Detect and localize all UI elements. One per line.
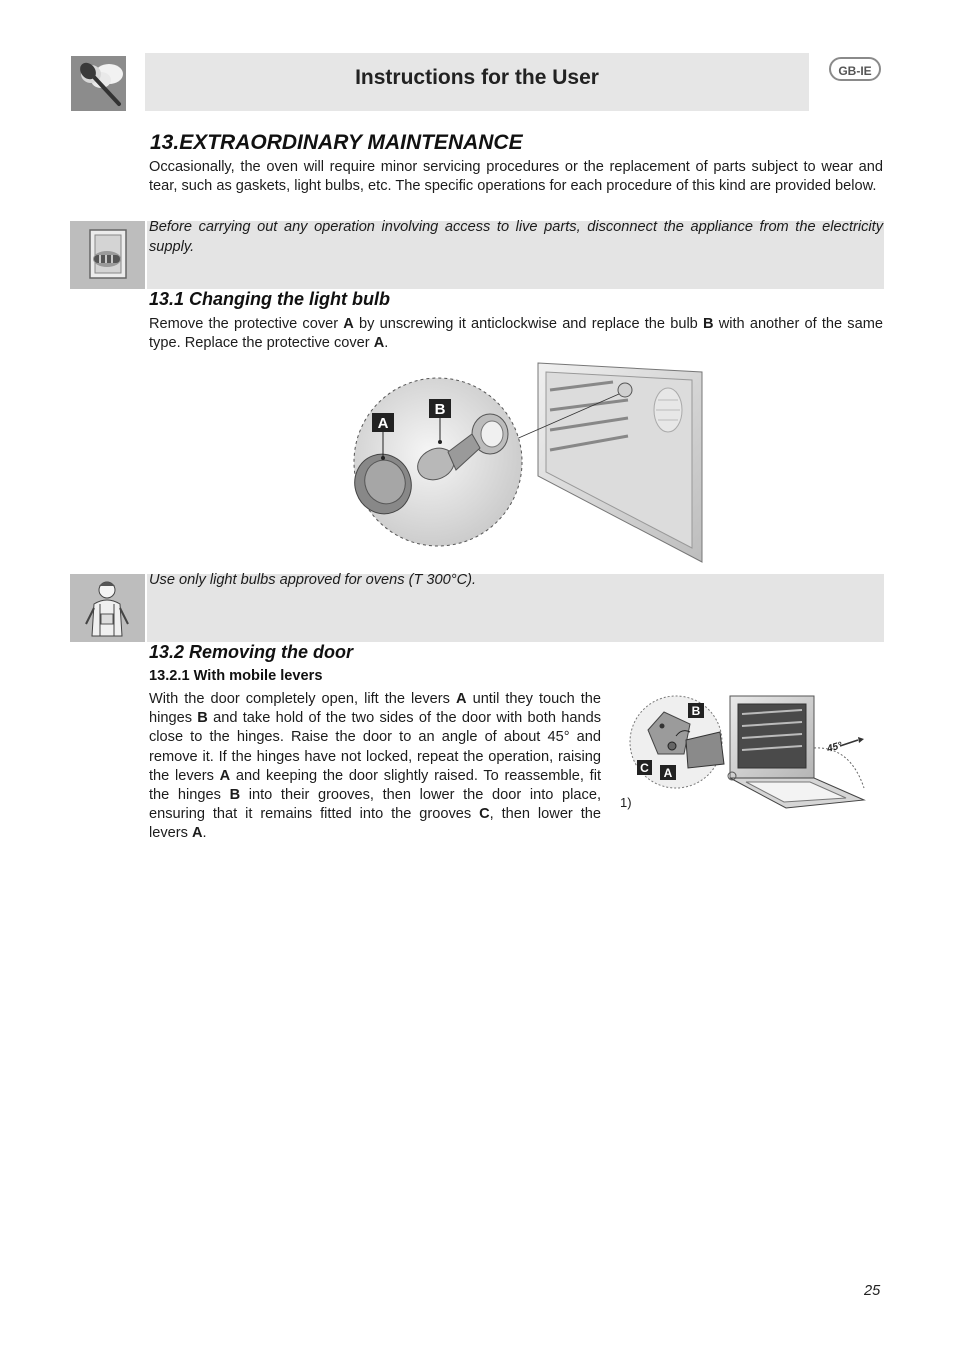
section-title: 13.EXTRAORDINARY MAINTENANCE (150, 131, 523, 154)
text-span: and keeping the door slightly raised. To reassemble, fit the hinges (149, 767, 602, 804)
light-bulb-paragraph (149, 315, 883, 353)
part-label-ref: B (229, 787, 241, 804)
label-b-ref: B (702, 316, 714, 332)
text-span: by unscrewing it anticlockwise and replace the bulb (353, 316, 703, 332)
chef-spoon-icon (71, 56, 126, 111)
part-label-ref: A (191, 825, 203, 842)
text-span: . (384, 335, 389, 352)
intro-paragraph: Occasionally, the oven will require minor servicing procedures or the replacement of parts subject to wear and tear, such as gaskets, light bulbs, etc. The specific operations for each procedure of this kind are provided below. (149, 159, 883, 195)
part-label-ref: B (197, 710, 208, 727)
bulb-note-text: Use only light bulbs approved for ovens (T 300°C). (149, 572, 477, 588)
page-number: 25 (864, 1283, 881, 1299)
text-span: With the door completely open, lift the levers (149, 691, 456, 707)
warning-note-text: Before carrying out any operation involving access to live parts, disconnect the appliance from the electricity supply. (149, 219, 883, 255)
figure-caption: 1) (620, 795, 632, 810)
door-removal-illustration (618, 688, 873, 814)
text-span: until they touch the hinges (149, 691, 601, 727)
figure-label-c: C (640, 761, 649, 775)
text-span: and take hold of the two sides of the door with both hands close to the hinges. Raise the door to an angle of about 45° and remove it. If the hinges have not locked, repeat the operation, raising the levers (149, 710, 602, 784)
text-span: into their grooves, then lower the door into place, ensuring that it remains fitted into the grooves (149, 787, 601, 823)
part-label-ref: C (479, 806, 490, 823)
door-paragraph (149, 690, 601, 844)
figure-label-b: B (691, 704, 701, 718)
figure-label-b: B (434, 401, 446, 418)
language-badge: GB-IE (829, 57, 881, 81)
technician-icon (70, 574, 145, 642)
angle-label: 45° (825, 740, 844, 755)
text-span: Remove the protective cover (149, 316, 344, 332)
door-heading: 13.2 Removing the door (149, 642, 354, 662)
part-label-ref: A (456, 691, 467, 707)
part-label-ref: A (219, 767, 231, 784)
text-span: with another of the same type. Replace the protective cover (149, 316, 883, 352)
label-a-ref: A (343, 316, 354, 332)
page-header-title: Instructions for the User (355, 66, 599, 89)
label-a-ref: A (373, 335, 385, 352)
figure-label-a: A (663, 766, 673, 780)
electrical-socket-icon (70, 221, 145, 289)
text-span: . (202, 825, 207, 842)
light-bulb-illustration (328, 360, 704, 565)
text-span: , then lower the levers (149, 806, 601, 842)
door-subheading: 13.2.1 With mobile levers (149, 668, 323, 684)
light-bulb-heading: 13.1 Changing the light bulb (149, 289, 390, 309)
figure-label-a: A (377, 415, 389, 432)
